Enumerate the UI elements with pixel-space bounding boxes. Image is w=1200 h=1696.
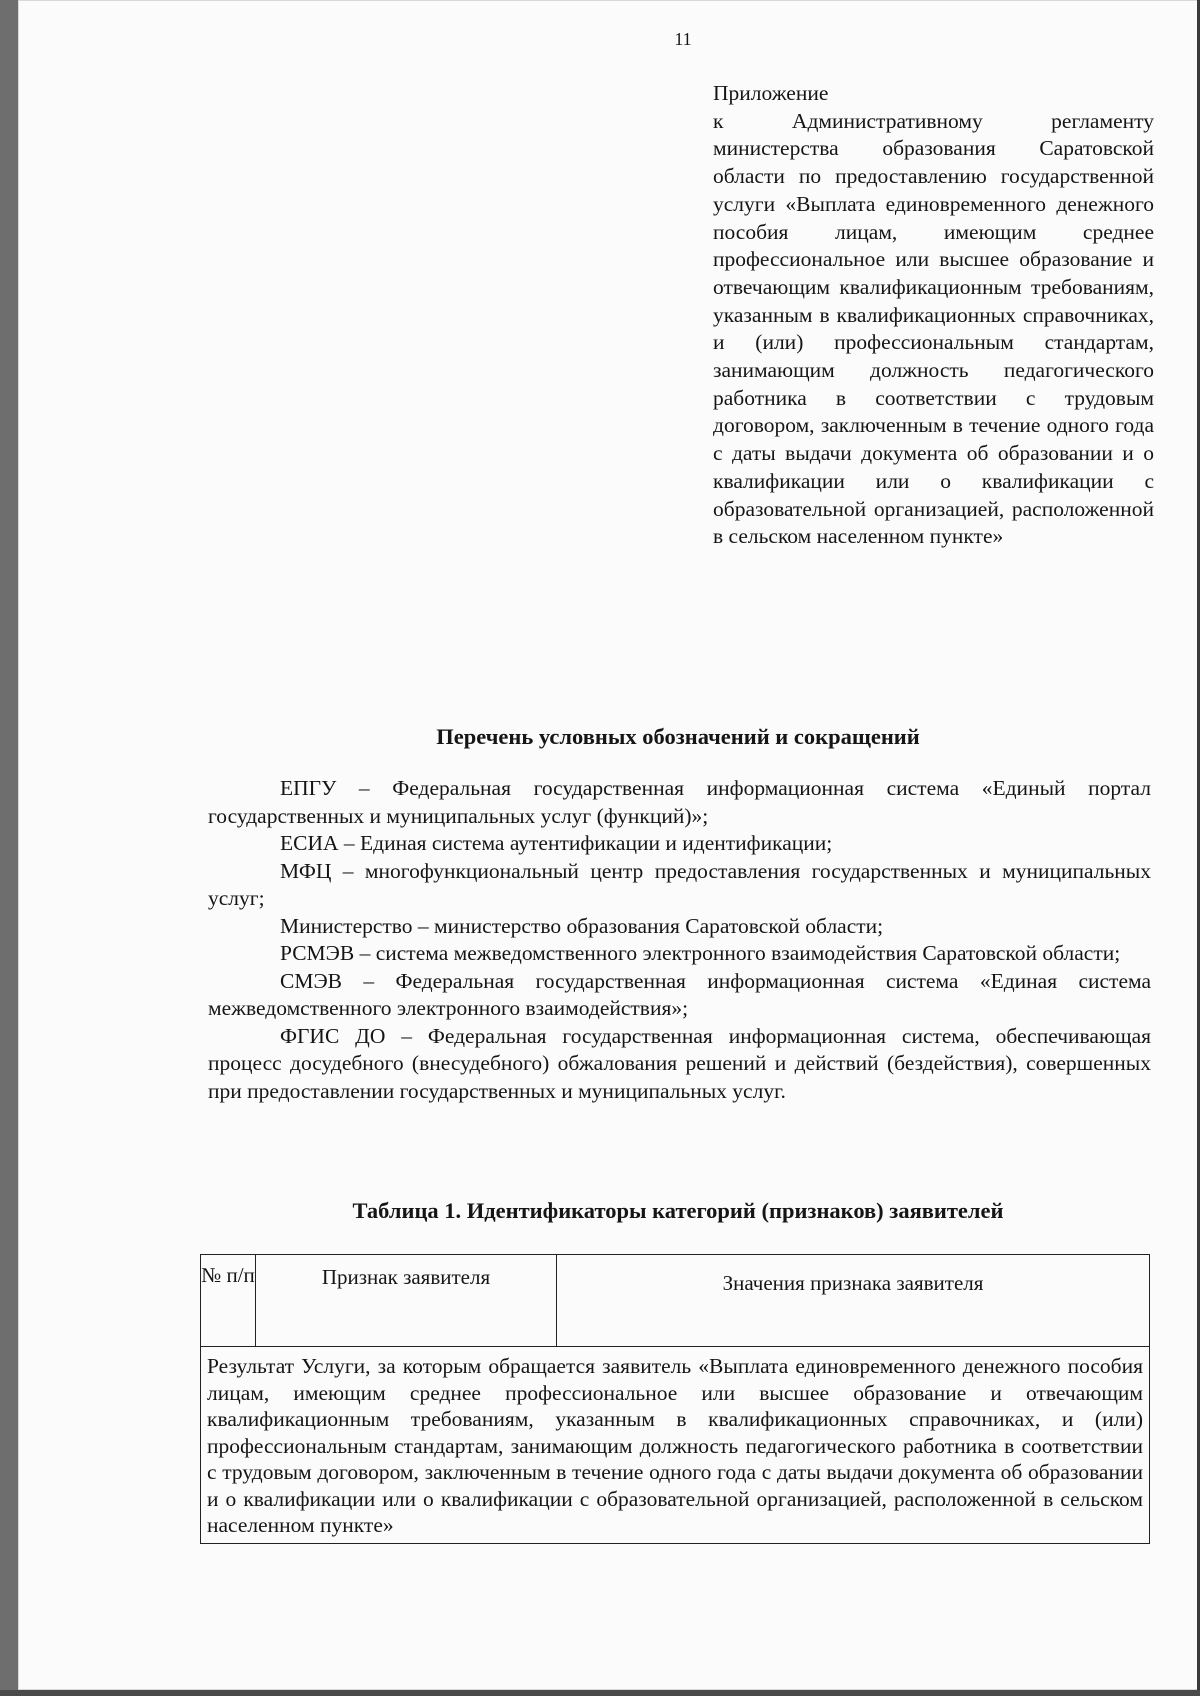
header-number: № п/п: [201, 1255, 256, 1347]
header-values: Значения признака заявителя: [557, 1255, 1150, 1347]
document-page: [18, 0, 1200, 1690]
abbreviation-item: ЕПГУ – Федеральная государственная информационная система «Единый портал государственных и муниципальных услуг (функций)»;: [208, 776, 1151, 828]
abbreviation-item: РСМЭВ – система межведомственного электронного взаимодействия Саратовской области;: [280, 941, 1121, 965]
appendix-body: к Административному регламенту министерства образования Саратовской области по предоставлению государственной услуги «Выплата единовременного денежного пособия лицам, имеющим среднее профессиональное или высшее образование и отвечающим квалификационным требованиям, указанным в квалификационных справочниках, и (или) профессиональным стандартам, занимающим должность педагогического работника в соответствии с трудовым договором, заключенным в течение одного года с даты выдачи документа об образовании и о квалификации или о квалификации с образовательной организацией, расположенной в сельском населенном пункте»: [713, 108, 1154, 549]
table-row: [201, 1347, 1150, 1544]
table-header-row: [201, 1255, 1150, 1347]
abbreviations-title: Перечень условных обозначений и сокращений: [436, 724, 920, 749]
abbreviation-item: Министерство – министерство образования Саратовской области;: [280, 913, 884, 938]
result-cell: Результат Услуги, за которым обращается заявитель «Выплата единовременного денежного пособия лицам, имеющим среднее профессиональное или высшее образование и отвечающим квалификационным требованиям, указанным в квалификационных справочниках, и (или) профессиональным стандартам, занимающим должность педагогического работника в соответствии с трудовым договором, заключенным в течение одного года с даты выдачи документа об образовании и о квалификации или о квалификации с образовательной организацией, расположенной в сельском населенном пункте»: [201, 1347, 1150, 1544]
scan-edge-bottom: [0, 1690, 1200, 1696]
appendix-heading: Приложение: [713, 81, 829, 105]
table1-title: Таблица 1. Идентификаторы категорий (признаков) заявителей: [352, 1198, 1004, 1223]
abbreviation-item: ФГИС ДО – Федеральная государственная информационная система, обеспечивающая процесс досудебного (внесудебного) обжалования решений и действий (бездействия), совершенных при предоставлении государственных и муниципальных услуг.: [208, 1023, 1151, 1103]
abbreviation-item: ЕСИА – Единая система аутентификации и идентификации;: [280, 831, 833, 855]
appendix-note: [713, 80, 1154, 551]
applicant-categories-table: [200, 1254, 1150, 1544]
page-number: 11: [674, 29, 692, 49]
abbreviation-item: СМЭВ – Федеральная государственная информационная система «Единая система межведомственного электронного взаимодействия»;: [208, 968, 1151, 1020]
abbreviation-item: МФЦ – многофункциональный центр предоставления государственных и муниципальных услуг;: [208, 858, 1151, 910]
header-attribute: Признак заявителя: [256, 1255, 557, 1347]
abbreviations-list: [208, 775, 1151, 1105]
